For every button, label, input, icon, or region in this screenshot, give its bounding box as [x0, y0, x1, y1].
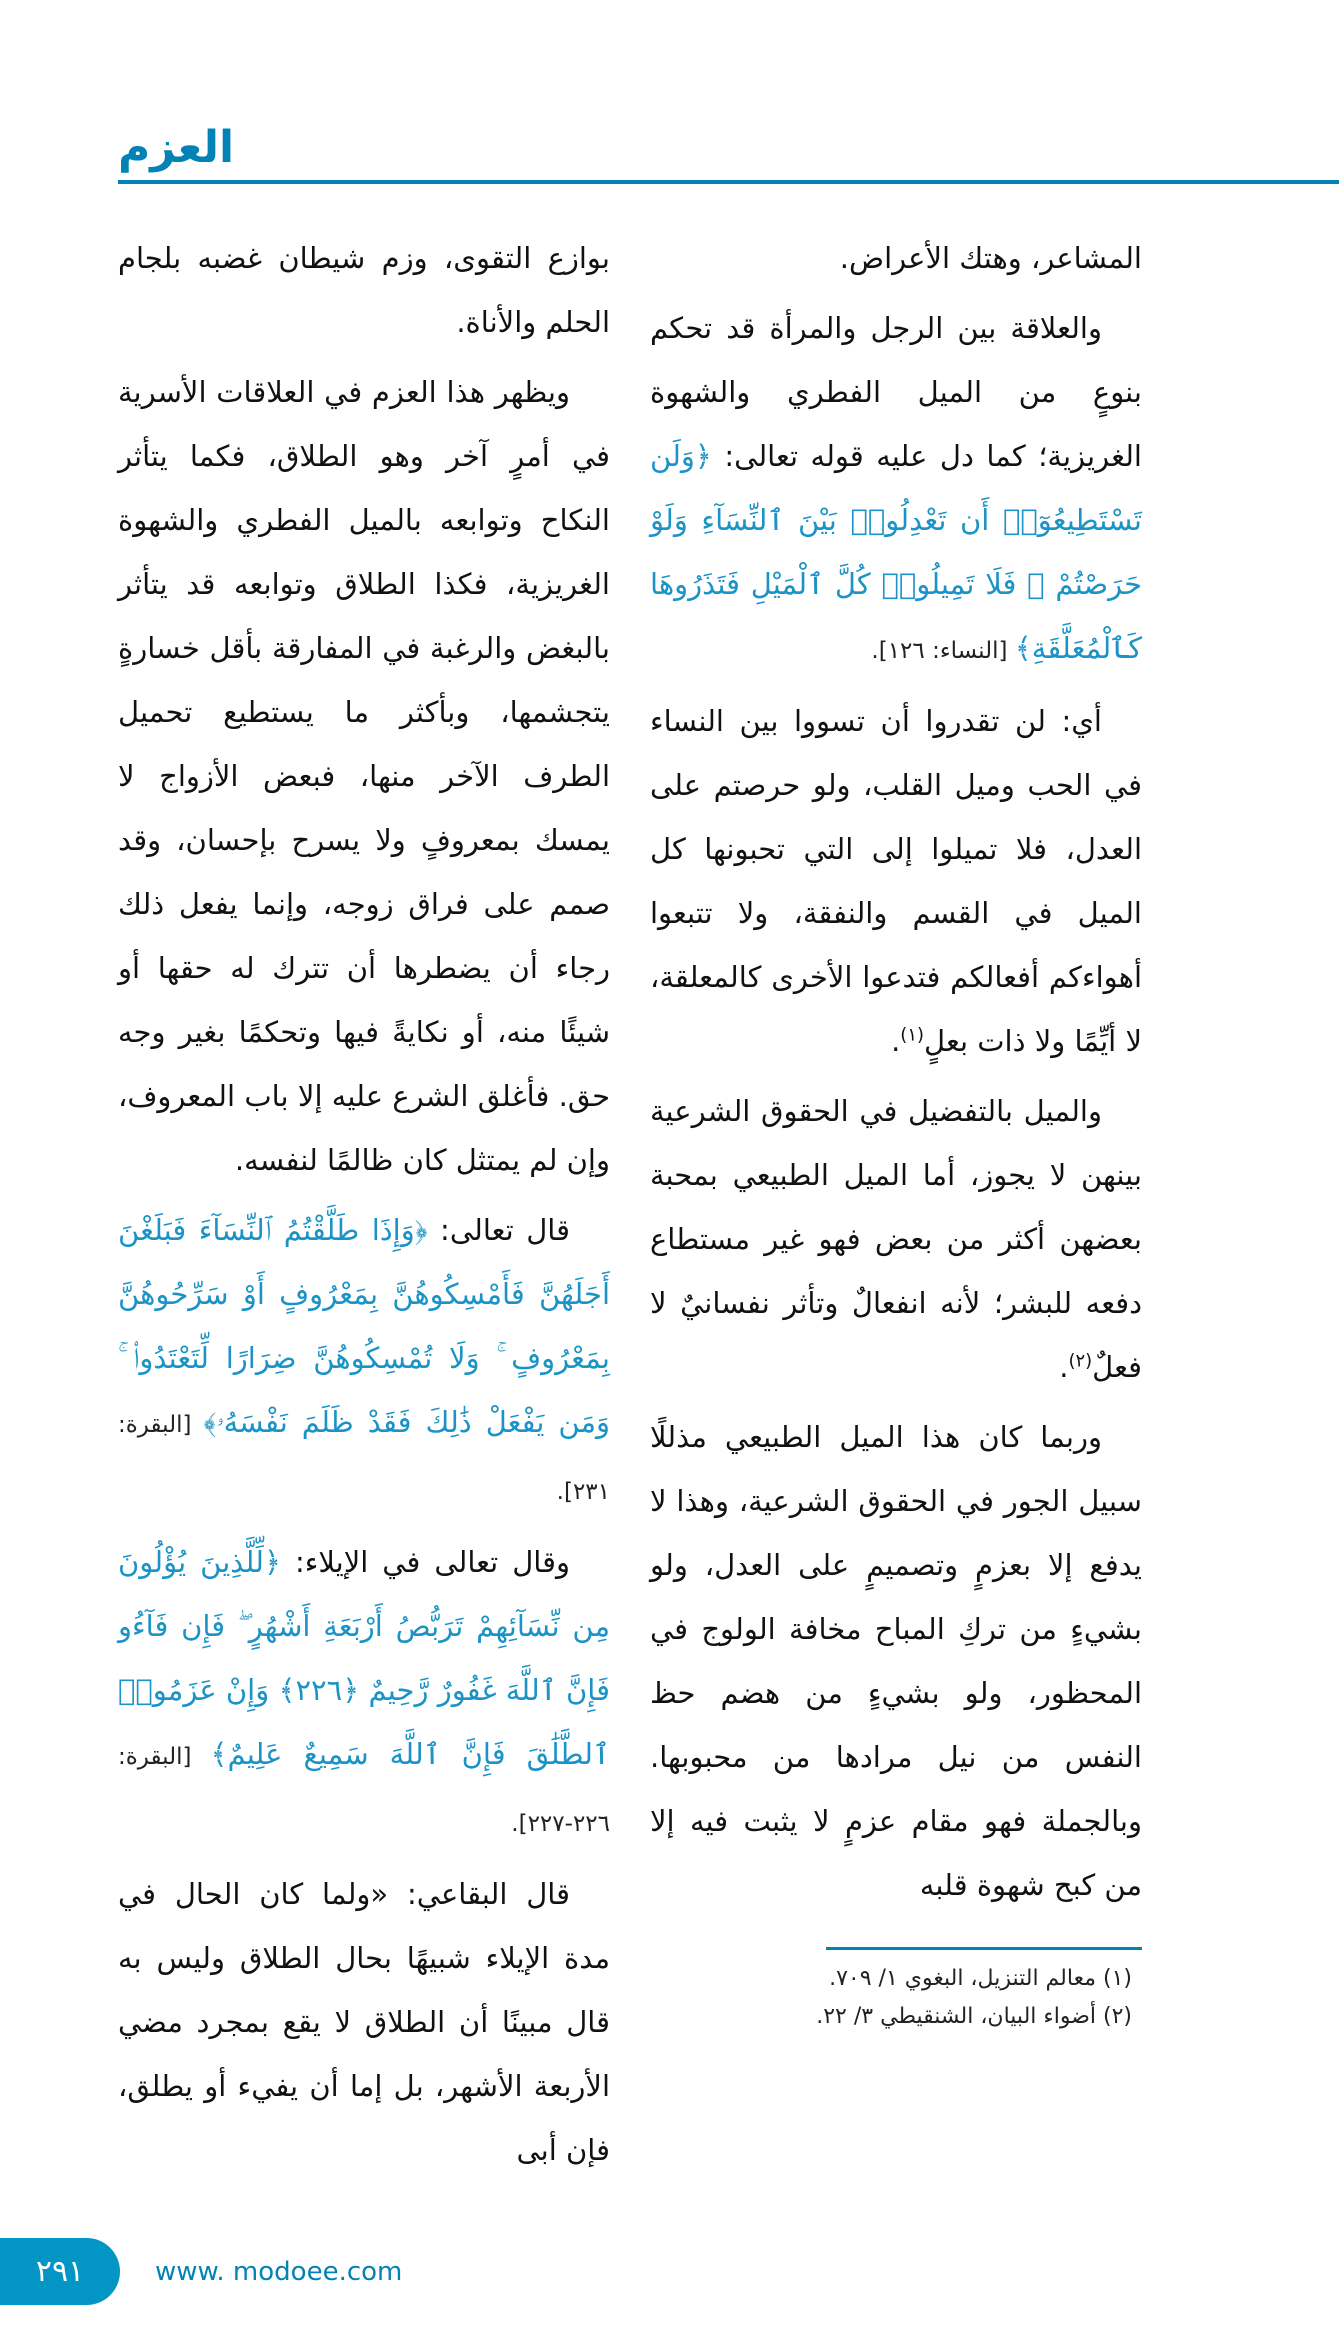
paragraph: [118, 1862, 610, 2182]
paragraph: [118, 1530, 610, 1856]
paragraph: [650, 1079, 1142, 1399]
body-text: .: [1059, 1350, 1069, 1384]
body-text: والعلاقة بين الرجل والمرأة قد تحكم بنوعٍ من الميل الفطري والشهوة الغريزية؛ كما دل عليه قوله تعالى:: [650, 311, 1142, 473]
footnote-2: (٢) أضواء البيان، الشنقيطي ٣/ ٢٢.: [816, 2004, 1132, 2029]
body-text: وربما كان هذا الميل الطبيعي مذللًا سبيل الجور في الحقوق الشرعية، وهذا لا يدفع إلا بعزمٍ وتصميمٍ على العدل، ولو بشيءٍ من تركِ المباح مخافة الولوج في المحظور، ولو بشيءٍ من هضم حظ النفس من نيل مرادها من محبوبها. وبالجملة فهو مقام عزمٍ لا يثبت فيه إلا من كبح شهوة قلبه: [650, 1420, 1142, 1902]
verse-reference: [النساء: ١٢٦].: [871, 638, 1015, 664]
right-column-text: [650, 226, 1142, 1917]
verse-reference: [البقرة: ٢٢٦-٢٢٧].: [118, 1744, 610, 1837]
quran-verse: ﴿وَلَن تَسْتَطِيعُوٓا۟ أَن تَعْدِلُوا۟ بَيْنَ ٱلنِّسَآءِ وَلَوْ حَرَصْتُمْ ۖ فَلَا تَمِيلُوا۟ كُلَّ ٱلْمَيْلِ فَتَذَرُوهَا كَٱلْمُعَلَّقَةِ﴾: [650, 439, 1142, 665]
page-number-badge: ٢٩١: [0, 2238, 120, 2305]
footnotes: [650, 1960, 1142, 2036]
footnote-marker: (٢): [1068, 1350, 1093, 1372]
paragraph: [650, 226, 1142, 290]
body-text: بوازع التقوى، وزم شيطان غضبه بلجام الحلم والأناة.: [118, 241, 610, 339]
footnote-1: (١) معالم التنزيل، البغوي ١/ ٧٠٩.: [829, 1966, 1132, 1991]
paragraph: [118, 226, 610, 354]
paragraph: [118, 1198, 610, 1524]
paragraph: [650, 689, 1142, 1073]
right-column: [650, 226, 1142, 2036]
website-link[interactable]: www. modoee.com: [155, 2257, 403, 2287]
chapter-title: العزم: [118, 122, 235, 173]
header-divider: [118, 180, 1339, 184]
left-column: [118, 226, 610, 2188]
paragraph: [650, 296, 1142, 683]
page-footer: [0, 2228, 1339, 2338]
paragraph: [650, 1405, 1142, 1917]
body-text: قال البقاعي: «ولما كان الحال في مدة الإيلاء شبيهًا بحال الطلاق وليس به قال مبينًا أن الطلاق لا يقع بمجرد مضي الأربعة الأشهر، بل إما أن يفيء أو يطلق، فإن أبى: [118, 1877, 610, 2167]
left-column-text: [118, 226, 610, 2182]
body-text: قال تعالى:: [427, 1213, 570, 1247]
paragraph: [118, 360, 610, 1192]
footnote-marker: (١): [900, 1024, 925, 1046]
page-header: [0, 0, 1339, 226]
body-text: وقال تعالى في الإيلاء:: [280, 1545, 570, 1579]
body-text: .: [891, 1024, 901, 1058]
body-text: والميل بالتفضيل في الحقوق الشرعية بينهن لا يجوز، أما الميل الطبيعي بمحبة بعضهن أكثر من بعض فهو غير مستطاع دفعه للبشر؛ لأنه انفعالٌ وتأثر نفسانيٌ لا فعلٌ: [650, 1094, 1142, 1384]
quran-verse: ﴿وَإِذَا طَلَّقْتُمُ ٱلنِّسَآءَ فَبَلَغْنَ أَجَلَهُنَّ فَأَمْسِكُوهُنَّ بِمَعْرُوفٍ أَوْ سَرِّحُوهُنَّ بِمَعْرُوفٍ ۚ وَلَا تُمْسِكُوهُنَّ ضِرَارًا لِّتَعْتَدُوا۟ ۚ وَمَن يَفْعَلْ ذَٰلِكَ فَقَدْ ظَلَمَ نَفْسَهُۥ﴾: [118, 1213, 610, 1439]
body-columns: [0, 226, 1339, 2188]
verse-reference: [البقرة: ٢٣١].: [118, 1412, 610, 1505]
body-text: ويظهر هذا العزم في العلاقات الأسرية في أمرٍ آخر وهو الطلاق، فكما يتأثر النكاح وتوابعه بالميل الفطري والشهوة الغريزية، فكذا الطلاق وتوابعه قد يتأثر بالبغض والرغبة في المفارقة بأقل خسارةٍ يتجشمها، وبأكثر ما يستطيع تحميل الطرف الآخر منها، فبعض الأزواج لا يمسك بمعروفٍ ولا يسرح بإحسان، وقد صمم على فراق زوجه، وإنما يفعل ذلك رجاء أن يضطرها أن تترك له حقها أو شيئًا منه، أو نكايةً فيها وتحكمًا بغير وجه حق. فأغلق الشرع عليه إلا باب المعروف، وإن لم يمتثل كان ظالمًا لنفسه.: [118, 375, 610, 1177]
body-text: أي: لن تقدروا أن تسووا بين النساء في الحب وميل القلب، ولو حرصتم على العدل، فلا تميلوا إلى التي تحبونها كل الميل في القسم والنفقة، ولا تتبعوا أهواءكم أفعالكم فتدعوا الأخرى كالمعلقة، لا أيِّمًا ولا ذات بعلٍ: [650, 704, 1142, 1058]
quran-verse: ﴿لِّلَّذِينَ يُؤْلُونَ مِن نِّسَآئِهِمْ تَرَبُّصُ أَرْبَعَةِ أَشْهُرٍ ۖ فَإِن فَآءُو فَإِنَّ ٱللَّهَ غَفُورٌ رَّحِيمٌ ﴿٢٢٦﴾ وَإِنْ عَزَمُوا۟ ٱلطَّلَٰقَ فَإِنَّ ٱللَّهَ سَمِيعٌ عَلِيمٌ﴾: [118, 1545, 610, 1771]
body-text: المشاعر، وهتك الأعراض.: [839, 241, 1142, 275]
footnote-divider: [826, 1947, 1142, 1950]
